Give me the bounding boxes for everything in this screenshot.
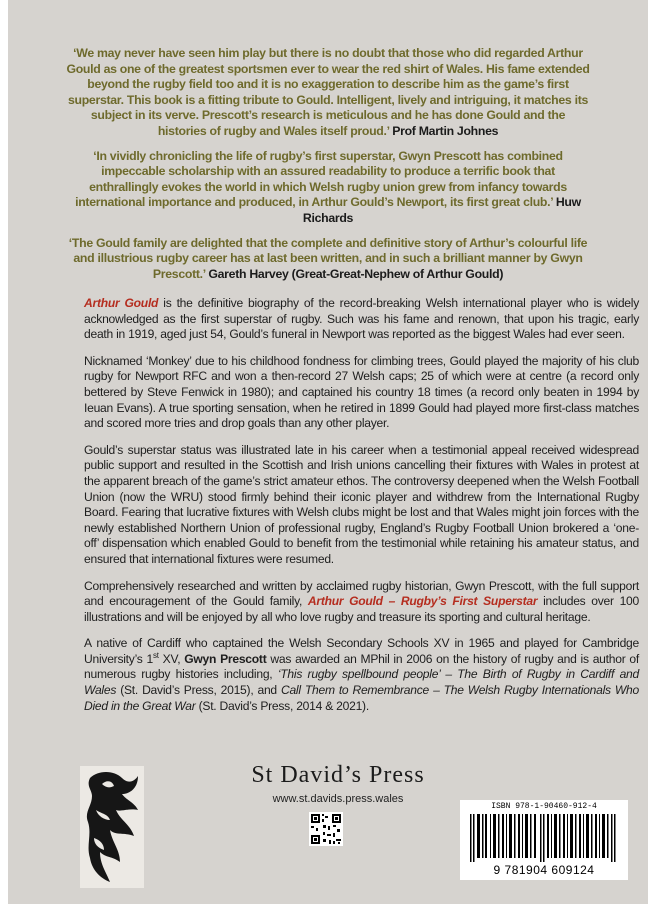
paragraph-text: A native of Cardiff who captained the Welsh Secondary Schools XV in 1965 and played for Cambridge University’s 1 bbox=[84, 636, 639, 666]
isbn-label: ISBN 978-1-90460-912-4 bbox=[491, 802, 597, 811]
blurb-paragraph: Nicknamed ‘Monkey’ due to his childhood fondness for climbing trees, Gould played the majority of his club rugby for Newport RFC and won a then-record 27 Welsh caps; 25 of which were at centre (a record only bettered by Steve Fenwick in 1980); and captained his country 18 times (a record only beaten in 1994 by Ieuan Evans). A true sporting sensation, when he retired in 1899 Gould had played more first-class matches and scored more tries and drop goals than any other player. bbox=[84, 353, 639, 431]
paragraph-text: (St. David’s Press, 2015), and bbox=[116, 683, 281, 698]
endorsement-quote bbox=[66, 46, 590, 140]
back-cover bbox=[8, 0, 648, 904]
ordinal-suffix: st bbox=[153, 650, 159, 660]
qr-code bbox=[309, 812, 343, 846]
book-title: ‘This rugby spellbound people’ – The Birth of Rugby in Cardiff and Wales bbox=[84, 667, 639, 698]
quote-attribution: Prof Martin Johnes bbox=[392, 123, 499, 138]
blurb-paragraph bbox=[84, 579, 639, 626]
paragraph-text: was awarded an MPhil in 2006 on the history of rugby and is author of numerous rugby histories including, bbox=[84, 651, 639, 682]
book-title: Arthur Gould – Rugby’s First Superstar bbox=[307, 594, 538, 609]
qr-code-icon bbox=[309, 812, 343, 846]
author-bio bbox=[84, 636, 639, 714]
barcode-icon bbox=[470, 814, 618, 862]
paragraph-text: XV, bbox=[158, 651, 185, 666]
blurb bbox=[84, 296, 639, 725]
blurb-paragraph: Gould’s superstar status was illustrated late in his career when a testimonial appeal received widespread public support and resulted in the Scottish and Irish unions cancelling their fixtures with Wales in protest at the apparent breach of the game’s strict amateur ethos. The controversy deepened when the Welsh Football Union (now the WRU) stood firmly behind their iconic player and withdrew from the International Rugby Board. Fearing that lucrative fixtures with Welsh clubs might be lost and that Wales might join forces with the newly established Northern Union of professional rugby, England’s Rugby Football Union brokered a ‘one-off’ dispensation which enabled Gould to benefit from the testimonial while retaining his amateur status, and ensured that international fixtures were resumed. bbox=[84, 442, 639, 566]
isbn-number: 9 781904 609124 bbox=[493, 863, 595, 877]
paragraph-text: includes over 100 illustrations and will be enjoyed by all who love rugby and treasure its sporting and cultural heritage. bbox=[84, 594, 640, 624]
paragraph-text: is the definitive biography of the record-breaking Welsh international player who is widely acknowledged as the first superstar of rugby. Such was his fame and renown, that upon his tragic, early death in 1919, aged just 54, Gould’s funeral in Newport was reported as the biggest Wales had ever seen. bbox=[84, 296, 639, 342]
publisher-url: www.st.davids.press.wales bbox=[272, 793, 404, 805]
quote-text: ‘We may never have seen him play but there is no doubt that those who did regarded Arthur Gould as one of the greatest sportsmen ever to wear the red shirt of Wales. His fame extended beyond the rugby field too and it is no exaggeration to describe him as the game’s first superstar. This book is a fitting tribute to Gould. Intelligent, lively and intriguing, it matches its subject in its verve. Prescott’s research is meticulous and he has done Gould and the histories of rugby and Wales itself proud.’ bbox=[66, 46, 590, 138]
quote-text: ‘The Gould family are delighted that the complete and definitive story of Arthur’s colourful life and illustrious rugby career has at last been written, and in such a brilliant manner by Gwyn Prescott.’ bbox=[68, 235, 588, 281]
paragraph-text: (St. David’s Press, 2014 & 2021). bbox=[195, 698, 369, 713]
publisher-logo bbox=[80, 766, 144, 888]
quote-text: ‘In vividly chronicling the life of rugby’s first superstar, Gwyn Prescott has combined impeccable scholarship with an assured readability to produce a terrific book that enthrallingly evokes the world in which Welsh rugby union grew from infancy towards international importance and produced, in Arthur Gould’s Newport, its first great club.’ bbox=[75, 148, 567, 210]
author-name: Gwyn Prescott bbox=[184, 651, 267, 666]
dragon-logo-icon bbox=[80, 766, 144, 888]
publisher-name: St David’s Press bbox=[251, 762, 425, 788]
paragraph-text: Comprehensively researched and written by acclaimed rugby historian, Gwyn Prescott, with the full support and encouragement of the Gould family, bbox=[84, 578, 639, 609]
quote-attribution: Gareth Harvey (Great-Great-Nephew of Arthur Gould) bbox=[208, 266, 504, 281]
quote-attribution: Huw Richards bbox=[302, 195, 581, 225]
endorsements bbox=[66, 46, 590, 291]
book-title: Arthur Gould bbox=[84, 296, 159, 310]
endorsement-quote bbox=[66, 236, 590, 283]
book-title: Call Them to Remembrance – The Welsh Rugby Internationals Who Died in the Great War bbox=[84, 683, 639, 713]
isbn-barcode bbox=[460, 800, 628, 880]
blurb-paragraph bbox=[84, 296, 639, 343]
endorsement-quote bbox=[66, 149, 590, 227]
